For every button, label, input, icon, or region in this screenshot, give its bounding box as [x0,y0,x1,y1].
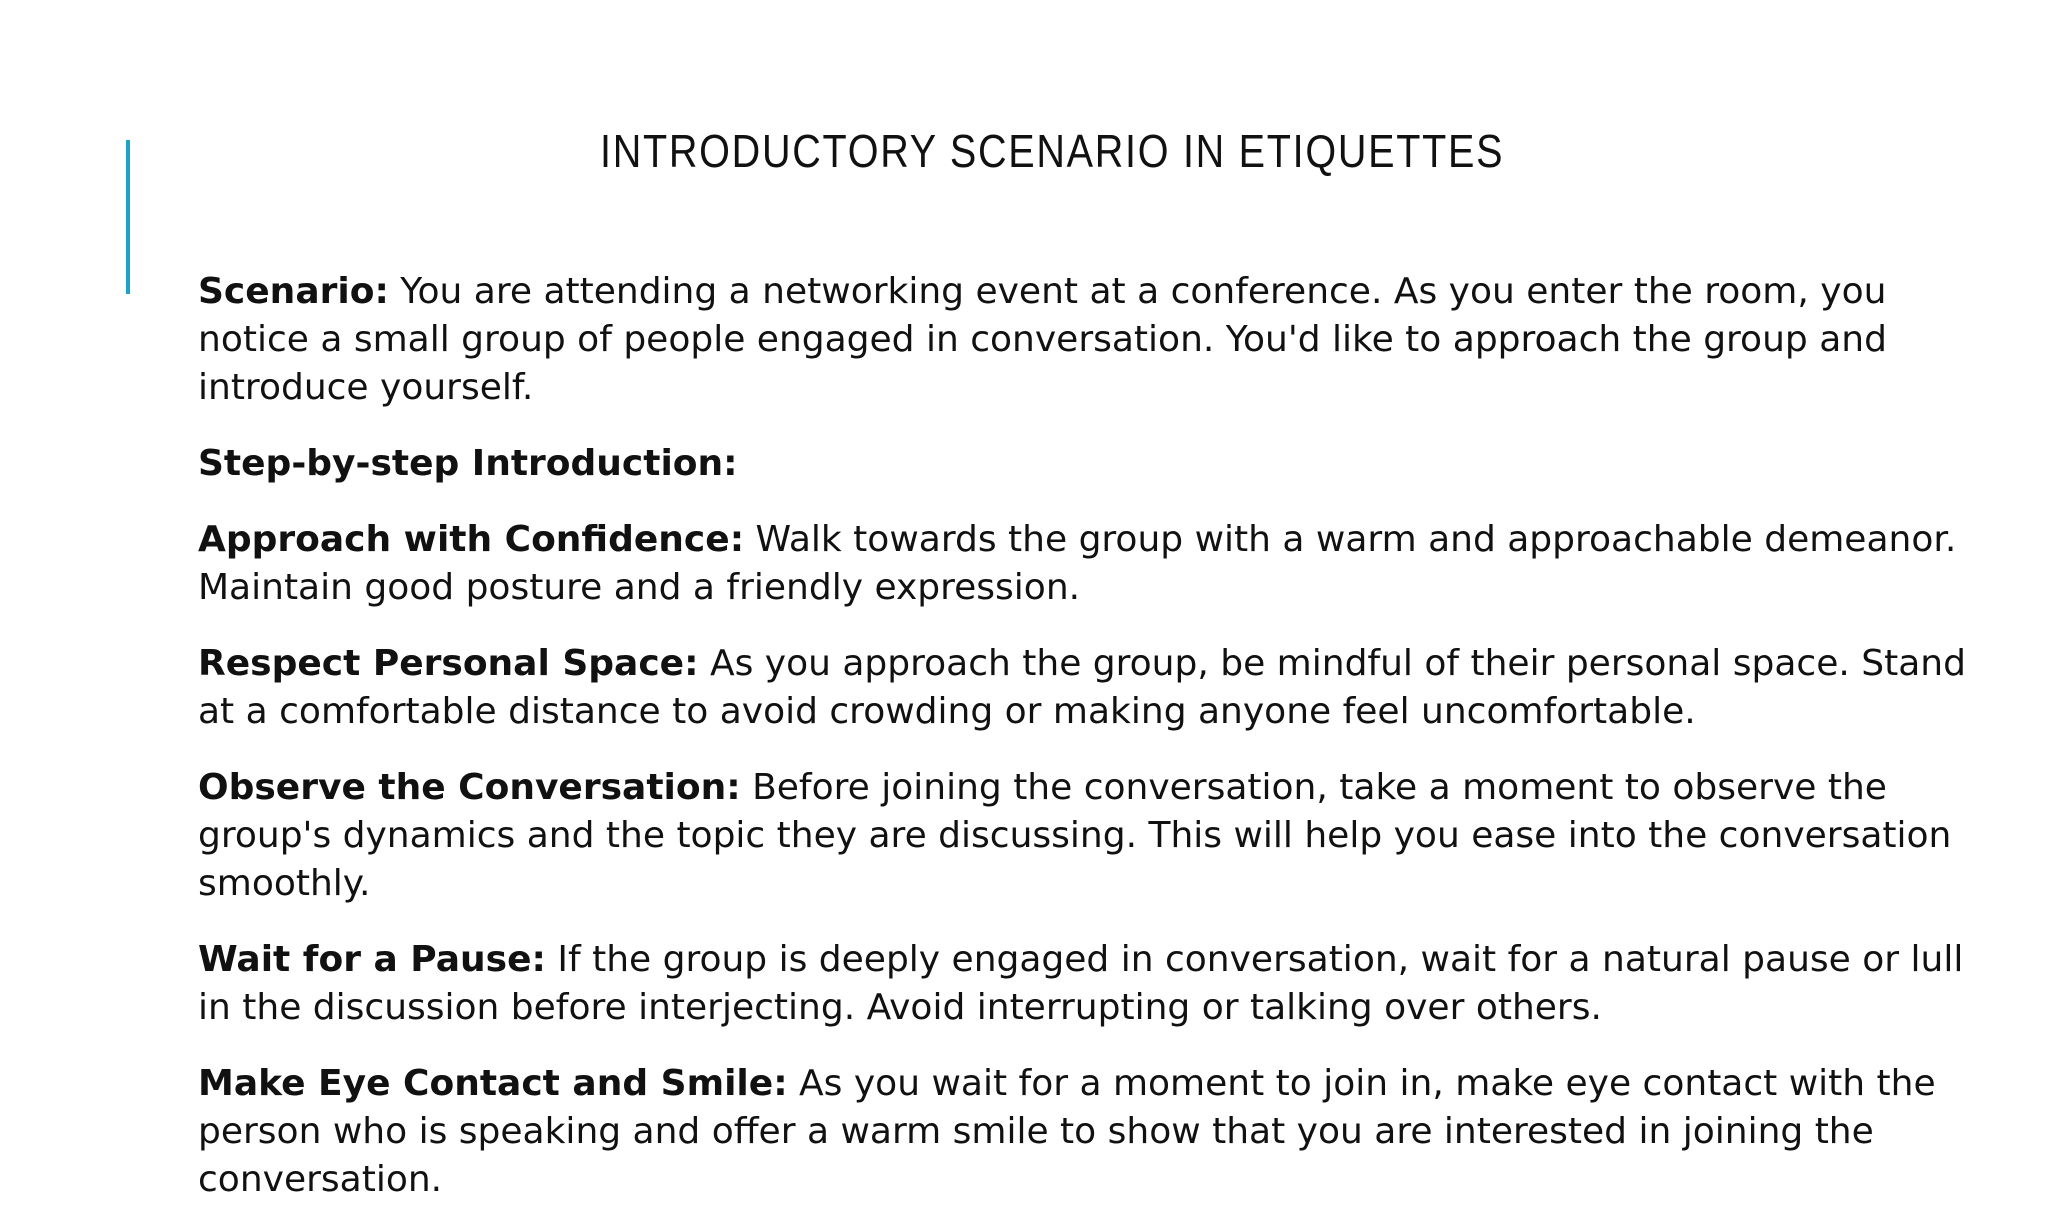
paragraph-lead: Respect Personal Space [198,643,685,684]
paragraph-lead: Scenario [198,271,375,312]
paragraph-lead: Make Eye Contact and Smile [198,1063,774,1104]
paragraph-personal-space: Respect Personal Space: As you approach the group, be mindful of their personal space. Stand at a comfortable distance to avoid crowding or making anyone feel uncomfortable. [198,643,1966,732]
paragraph-wait: Wait for a Pause: If the group is deeply engaged in conversation, wait for a natural pause or lull in the discussion before interjecting. Avoid interrupting or talking over others. [198,939,1964,1028]
paragraph-text: As you approach the group, be mindful of their personal space. Stand at a comfortable distance to avoid crowding or making anyone feel uncomfortable. [198,643,1966,732]
paragraph-scenario: Scenario: You are attending a networking event at a conference. As you enter the room, you notice a small group of people engaged in conversation. You'd like to approach the group and introduce yourself. [198,271,1887,408]
paragraph-text: Before joining the conversation, take a moment to observe the group's dynamics and the topic they are discussing. This will help you ease into the conversation smoothly. [198,767,1952,904]
paragraph-approach: Approach with Confidence: Walk towards the group with a warm and approachable demeanor. Maintain good posture and a friendly expression. [198,519,1957,608]
paragraph-eye-contact: Make Eye Contact and Smile: As you wait for a moment to join in, make eye contact with the person who is speaking and offer a warm smile to show that you are interested in joining the conversation. [198,1063,1936,1200]
slide-title: INTRODUCTORY SCENARIO IN ETIQUETTES [600,125,1505,177]
accent-bar [126,140,130,294]
paragraph-text: You are attending a networking event at a conference. As you enter the room, you notice a small group of people engaged in conversation. You'd like to approach the group and introduce yourself. [198,271,1887,408]
paragraph-lead: Wait for a Pause [198,939,532,980]
paragraph-lead: Observe the Conversation [198,767,727,808]
paragraph-text: Walk towards the group with a warm and approachable demeanor. Maintain good posture and a friendly expression. [198,519,1957,608]
paragraph-lead: Step-by-step Introduction [198,443,724,484]
paragraph-observe: Observe the Conversation: Before joining the conversation, take a moment to observe the group's dynamics and the topic they are discussing. This will help you ease into the conversation smoothly. [198,767,1952,904]
paragraph-lead: Approach with Confidence [198,519,730,560]
slide-body [198,268,1998,1232]
paragraph-text: If the group is deeply engaged in conversation, wait for a natural pause or lull in the discussion before interjecting. Avoid interrupting or talking over others. [198,939,1964,1028]
paragraph-text: As you wait for a moment to join in, make eye contact with the person who is speaking and offer a warm smile to show that you are interested in joining the conversation. [198,1063,1936,1200]
paragraph-steps-heading: Step-by-step Introduction: [198,443,738,484]
